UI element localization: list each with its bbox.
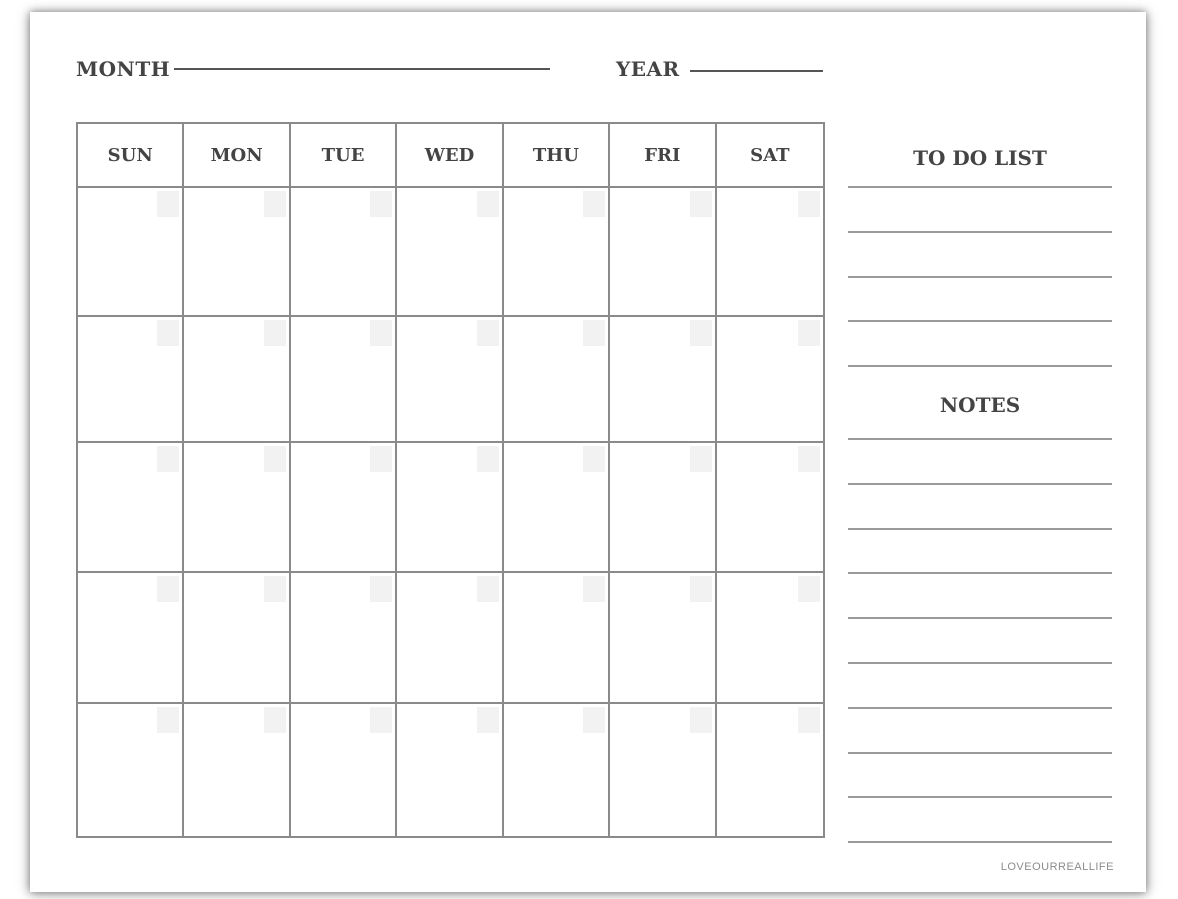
day-cell (397, 704, 503, 836)
day-header-tue: TUE (291, 124, 397, 188)
day-cell (610, 573, 716, 704)
date-number-box (264, 320, 286, 346)
day-cell (78, 443, 184, 573)
todo-line (848, 320, 1112, 322)
date-number-box (583, 576, 605, 602)
day-header-wed: WED (397, 124, 503, 188)
day-cell (397, 317, 503, 443)
date-number-box (157, 707, 179, 733)
day-cell (717, 443, 823, 573)
day-cell (291, 188, 397, 317)
day-cell (610, 443, 716, 573)
date-number-box (798, 576, 820, 602)
month-label: MONTH (76, 57, 171, 81)
notes-line (848, 483, 1112, 485)
day-cell (184, 704, 290, 836)
day-cell (184, 188, 290, 317)
day-cell (291, 443, 397, 573)
notes-title: NOTES (939, 393, 1021, 417)
date-number-box (157, 446, 179, 472)
notes-line (848, 572, 1112, 574)
date-number-box (370, 320, 392, 346)
date-number-box (264, 446, 286, 472)
day-cell (504, 573, 610, 704)
day-cell (78, 704, 184, 836)
date-number-box (798, 191, 820, 217)
day-cell (291, 317, 397, 443)
date-number-box (477, 320, 499, 346)
day-cell (78, 317, 184, 443)
day-cell (610, 188, 716, 317)
day-cell (184, 573, 290, 704)
day-cell (610, 704, 716, 836)
date-number-box (264, 576, 286, 602)
date-number-box (157, 320, 179, 346)
date-number-box (264, 707, 286, 733)
day-cell (610, 317, 716, 443)
day-header-sun: SUN (78, 124, 184, 188)
day-cell (504, 317, 610, 443)
day-cell (397, 443, 503, 573)
year-label: YEAR (616, 57, 680, 81)
todo-list-title: TO DO LIST (913, 146, 1047, 170)
day-cell (78, 188, 184, 317)
date-number-box (798, 446, 820, 472)
day-cell (397, 188, 503, 317)
calendar-grid (76, 122, 825, 838)
day-cell (717, 188, 823, 317)
day-cell (504, 188, 610, 317)
notes-line (848, 841, 1112, 843)
todo-line (848, 186, 1112, 188)
month-write-line (174, 68, 550, 70)
date-number-box (264, 191, 286, 217)
notes-line (848, 438, 1112, 440)
date-number-box (477, 576, 499, 602)
day-cell (184, 443, 290, 573)
date-number-box (798, 707, 820, 733)
day-cell (184, 317, 290, 443)
todo-line (848, 365, 1112, 367)
brand-watermark: LOVEOURREALLIFE (1000, 861, 1114, 873)
date-number-box (157, 576, 179, 602)
day-cell (717, 573, 823, 704)
day-cell (291, 704, 397, 836)
todo-line (848, 231, 1112, 233)
date-number-box (370, 576, 392, 602)
day-cell (504, 443, 610, 573)
day-header-fri: FRI (610, 124, 716, 188)
year-write-line (690, 70, 823, 72)
date-number-box (583, 707, 605, 733)
date-number-box (690, 576, 712, 602)
date-number-box (690, 320, 712, 346)
day-header-mon: MON (184, 124, 290, 188)
day-cell (291, 573, 397, 704)
date-number-box (370, 446, 392, 472)
day-cell (504, 704, 610, 836)
date-number-box (477, 191, 499, 217)
notes-line (848, 617, 1112, 619)
date-number-box (370, 707, 392, 733)
date-number-box (583, 446, 605, 472)
day-cell (717, 317, 823, 443)
date-number-box (477, 446, 499, 472)
notes-line (848, 752, 1112, 754)
notes-line (848, 796, 1112, 798)
day-cell (397, 573, 503, 704)
date-number-box (583, 320, 605, 346)
notes-line (848, 662, 1112, 664)
todo-line (848, 276, 1112, 278)
day-header-sat: SAT (717, 124, 823, 188)
date-number-box (583, 191, 605, 217)
date-number-box (477, 707, 499, 733)
day-cell (717, 704, 823, 836)
date-number-box (690, 707, 712, 733)
date-number-box (690, 446, 712, 472)
notes-line (848, 707, 1112, 709)
date-number-box (157, 191, 179, 217)
date-number-box (690, 191, 712, 217)
day-header-thu: THU (504, 124, 610, 188)
date-number-box (798, 320, 820, 346)
day-cell (78, 573, 184, 704)
notes-line (848, 528, 1112, 530)
date-number-box (370, 191, 392, 217)
